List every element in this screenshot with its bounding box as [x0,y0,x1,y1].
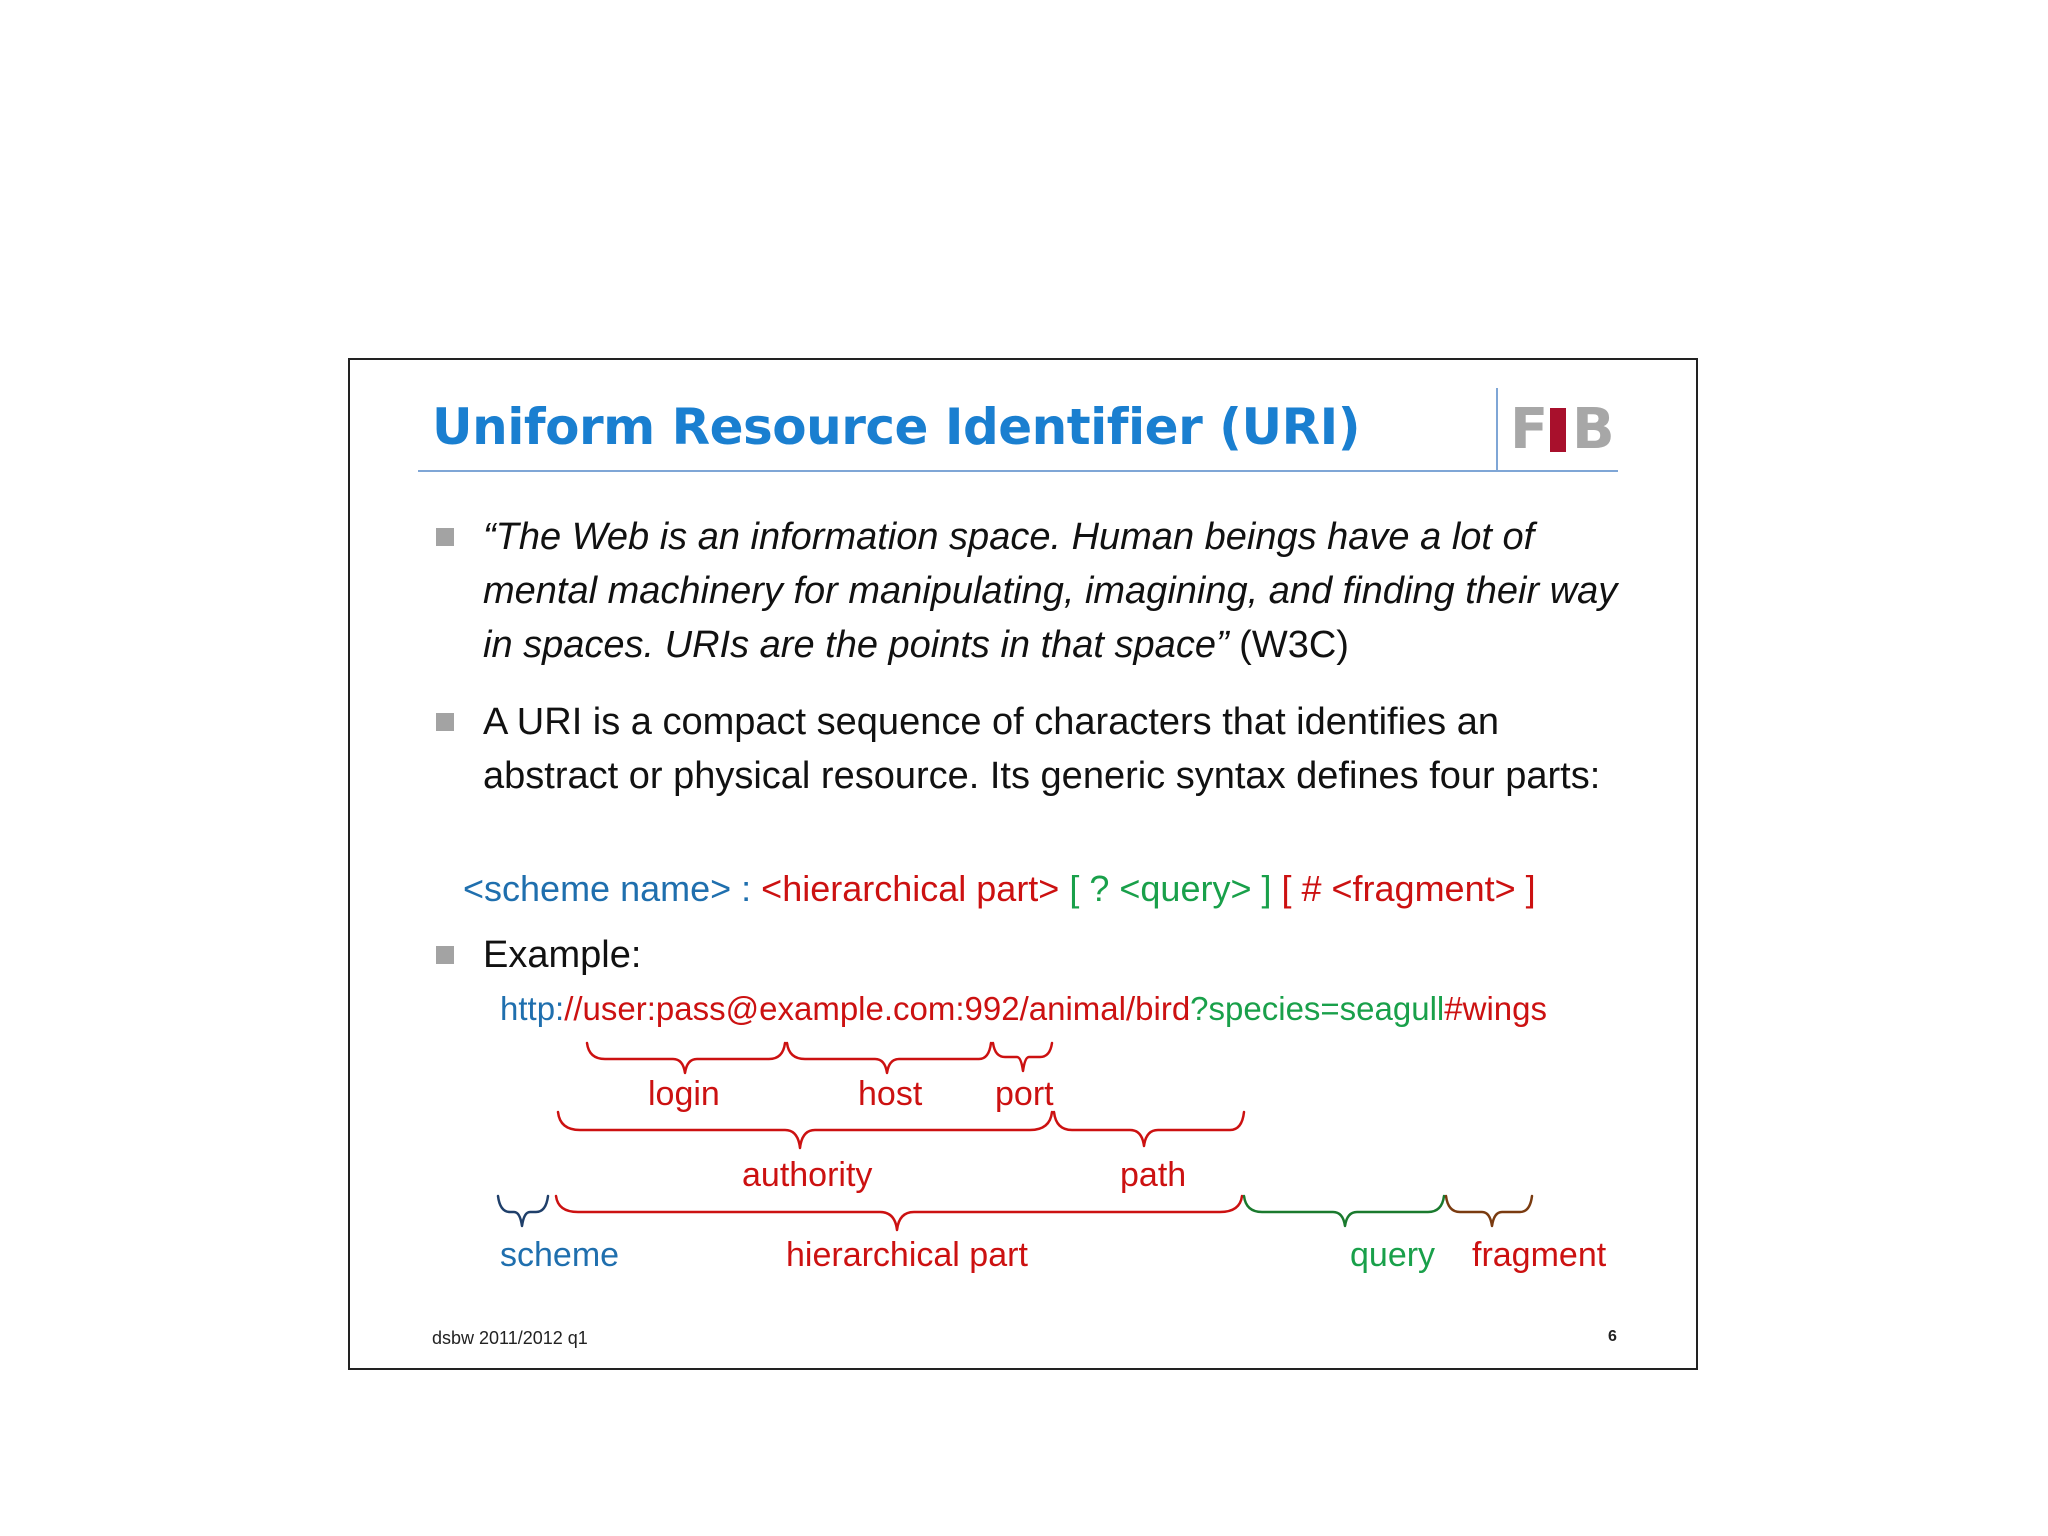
label-scheme: scheme [500,1236,620,1274]
brace-login [587,1043,785,1073]
syntax-scheme: <scheme name> [463,868,732,909]
label-port: port [995,1075,1054,1113]
syntax-fragment: [ # <fragment> ] [1281,868,1536,909]
brace-query [1244,1196,1444,1226]
brace-fragment [1446,1196,1532,1226]
brace-path [1054,1112,1244,1146]
label-authority: authority [742,1156,873,1194]
syntax-query: [ ? <query> ] [1059,868,1282,909]
url-fragment: #wings [1444,990,1547,1027]
bullet-example: Example: [483,934,642,976]
label-fragment: fragment [1472,1236,1607,1274]
brace-scheme [498,1196,548,1226]
brace-host [787,1043,991,1073]
syntax-colon: : [731,868,762,909]
quote-attribution: (W3C) [1228,624,1349,666]
logo-letter-f: F [1510,397,1549,462]
footer-page-number: 6 [1608,1328,1617,1345]
brace-hierarchical [556,1196,1242,1230]
label-query: query [1350,1236,1436,1274]
url-query: ?species=seagull [1190,990,1445,1027]
slide-title: Uniform Resource Identifier (URI) [432,398,1361,456]
brace-port [993,1043,1052,1071]
label-path: path [1120,1156,1187,1194]
quote-text: “The Web is an information space. Human beings have a lot of mental machinery for manipulating, imagining, and finding their way in spaces. URIs are the points in that space” [483,516,1618,666]
logo-letter-b: B [1572,397,1615,462]
url-hierarchical: //user:pass@example.com:992/animal/bird [564,990,1191,1027]
bullet-definition: A URI is a compact sequence of characters that identifies an abstract or physical resource. Its generic syntax defines four parts: [483,701,1601,797]
label-hierarchical-part: hierarchical part [786,1236,1028,1274]
uri-braces-diagram [350,360,1696,1368]
slide [348,358,1698,1370]
footer-course: dsbw 2011/2012 q1 [432,1328,588,1348]
label-host: host [858,1075,923,1113]
brace-authority [558,1112,1052,1148]
syntax-hierarchical: <hierarchical part> [761,868,1060,909]
url-scheme: http: [500,990,565,1027]
label-login: login [648,1075,720,1113]
